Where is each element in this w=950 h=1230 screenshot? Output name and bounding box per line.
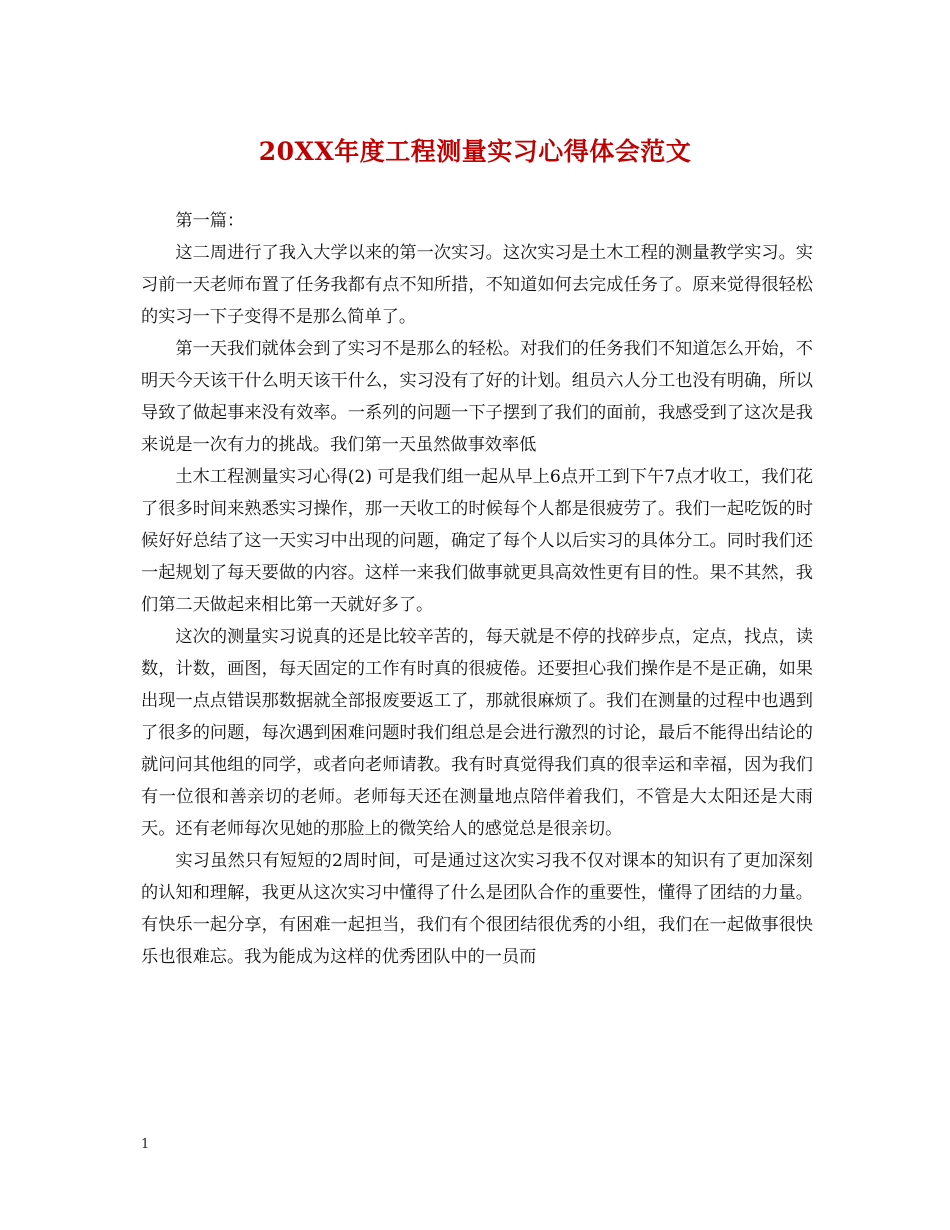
paragraph-heading: 第一篇： bbox=[175, 211, 245, 231]
paragraph: 土木工程测量实习心得(2) 可是我们组一起从早上6点开工到下午7点才收工，我们花了很多时间来熟悉实习操作，那一天收工的时候每个人都是很疲劳了。我们一起吃饭的时候好好总结了这一天实习中出现的问题，确定了每个人以后实习的具体分工。同时我们还一起规划了每天要做的内容。这样一来我们做事就更具高效性更有目的性。果不其然，我们第二天做起来相比第一天就好多了。 bbox=[141, 467, 813, 615]
paragraph: 这次的测量实习说真的还是比较辛苦的，每天就是不停的找碎步点，定点，找点，读数，计数，画图，每天固定的工作有时真的很疲倦。还要担心我们操作是不是正确，如果出现一点点错误那数据就全部报废要返工了，那就很麻烦了。我们在测量的过程中也遇到了很多的问题，每次遇到困难问题时我们组总是会进行激烈的讨论，最后不能得出结论的就问问其他组的同学，或者向老师请教。我有时真觉得我们真的很幸运和幸福，因为我们有一位很和善亲切的老师。老师每天还在测量地点陪伴着我们，不管是大太阳还是大雨天。还有老师每次见她的那脸上的微笑给人的感觉总是很亲切。 bbox=[141, 627, 813, 839]
document-title: 20XX年度工程测量实习心得体会范文 bbox=[258, 137, 692, 166]
paragraph: 第一天我们就体会到了实习不是那么的轻松。对我们的任务我们不知道怎么开始，不明天今天该干什么明天该干什么，实习没有了好的计划。组员六人分工也没有明确，所以导致了做起事来没有效率。一系列的问题一下子摆到了我们的面前，我感受到了这次是我来说是一次有力的挑战。我们第一天虽然做事效率低 bbox=[141, 339, 813, 455]
document-body bbox=[141, 205, 813, 973]
paragraph: 实习虽然只有短短的2周时间，可是通过这次实习我不仅对课本的知识有了更加深刻的认知和理解，我更从这次实习中懂得了什么是团队合作的重要性，懂得了团结的力量。有快乐一起分享，有困难一起担当，我们有个很团结很优秀的小组，我们在一起做事很快乐也很难忘。我为能成为这样的优秀团队中的一员而 bbox=[141, 851, 813, 967]
page-number: 1 bbox=[141, 1137, 150, 1152]
paragraph: 这二周进行了我入大学以来的第一次实习。这次实习是土木工程的测量教学实习。实习前一天老师布置了任务我都有点不知所措，不知道如何去完成任务了。原来觉得很轻松的实习一下子变得不是那么简单了。 bbox=[141, 243, 813, 327]
